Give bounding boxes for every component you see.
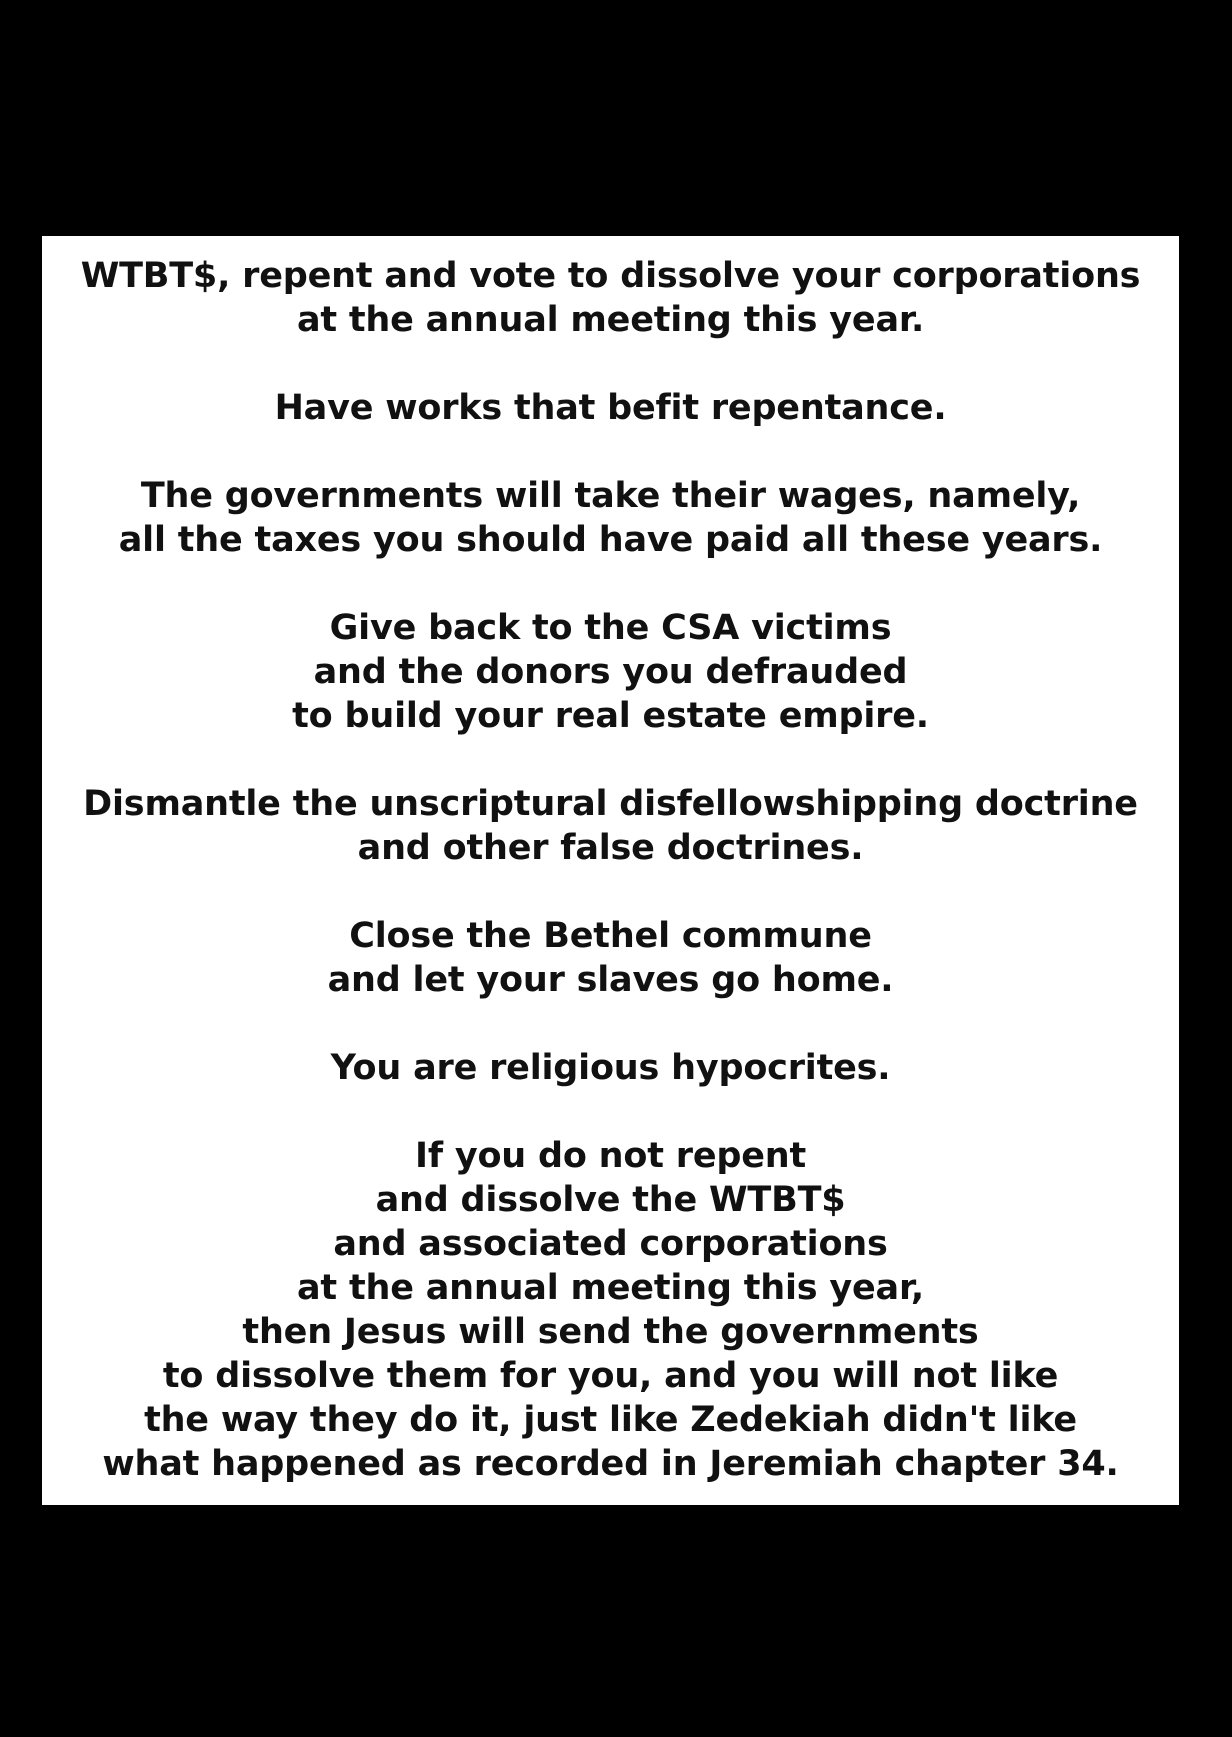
text-line: the way they do it, just like Zedekiah didn't like — [144, 1400, 1077, 1440]
paragraph-taxes — [42, 474, 1179, 562]
text-line: Close the Bethel commune — [349, 916, 872, 956]
paragraph-victims — [42, 606, 1179, 738]
text-line: what happened as recorded in Jeremiah chapter 34. — [102, 1444, 1119, 1484]
text-line: and the donors you defrauded — [313, 652, 908, 692]
text-line: Give back to the CSA victims — [329, 608, 892, 648]
text-line: all the taxes you should have paid all these years. — [118, 520, 1103, 560]
paragraph-call-to-dissolve — [42, 254, 1179, 342]
text-line: and associated corporations — [333, 1224, 888, 1264]
text-panel — [42, 236, 1179, 1505]
text-line: to dissolve them for you, and you will not like — [162, 1356, 1059, 1396]
text-line: at the annual meeting this year. — [296, 300, 925, 340]
text-line: to build your real estate empire. — [292, 696, 929, 736]
paragraph-bethel — [42, 914, 1179, 1002]
paragraph-doctrine — [42, 782, 1179, 870]
paragraph-warning — [42, 1134, 1179, 1486]
text-line: and let your slaves go home. — [327, 960, 894, 1000]
text-line: then Jesus will send the governments — [242, 1312, 979, 1352]
paragraph-hypocrites — [42, 1046, 1179, 1090]
text-line: and other false doctrines. — [357, 828, 864, 868]
text-line: at the annual meeting this year, — [297, 1268, 924, 1308]
text-line: Have works that befit repentance. — [274, 388, 947, 428]
text-line: Dismantle the unscriptural disfellowshipping doctrine — [83, 784, 1138, 824]
text-line: and dissolve the WTBT$ — [375, 1180, 846, 1220]
text-line: WTBT$, repent and vote to dissolve your corporations — [80, 256, 1141, 296]
paragraph-repentance — [42, 386, 1179, 430]
text-line: You are religious hypocrites. — [330, 1048, 891, 1088]
text-line: If you do not repent — [415, 1136, 806, 1176]
text-line: The governments will take their wages, namely, — [140, 476, 1081, 516]
